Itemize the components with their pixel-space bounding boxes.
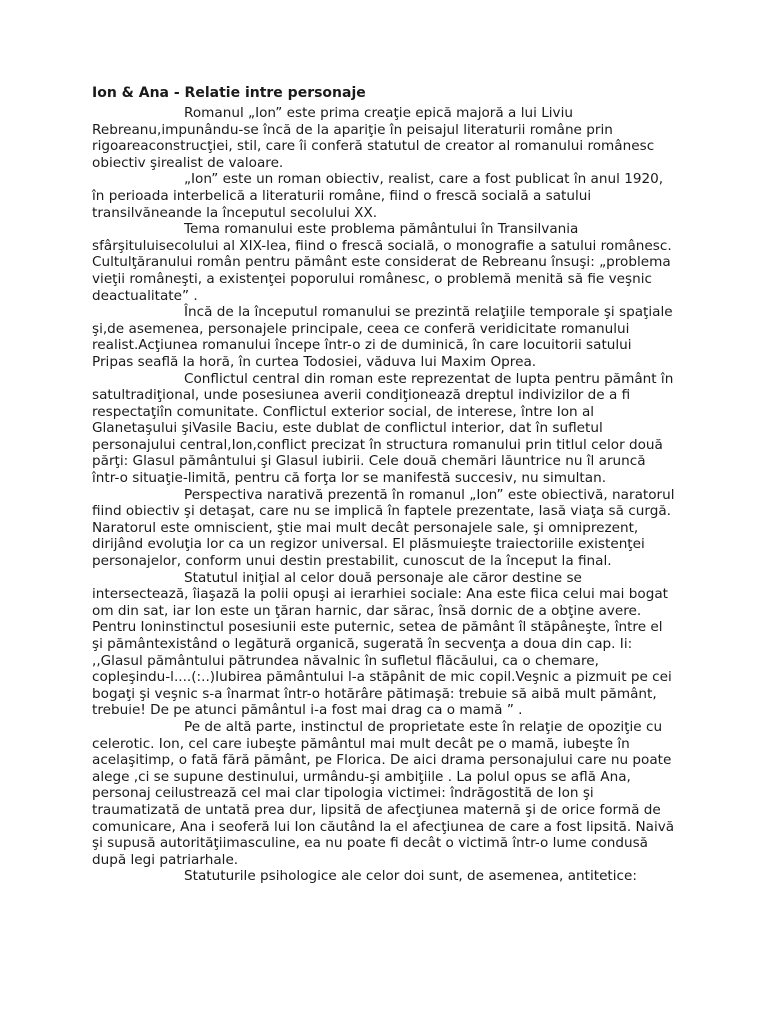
paragraph: Statuturile psihologice ale celor doi sunt, de asemenea, antitetice: <box>184 868 637 885</box>
paragraph: Romanul „Ion” este prima creaţie epică majoră a lui Liviu Rebreanu,impunându-se încă de la apariţie în peisajul literaturii române prin rigoareaconstrucţiei, stil, care îi conferă statutul de creator al romanului românesc obiectiv şirealist de valoare. <box>92 105 655 171</box>
paragraph: Tema romanului este problema pământului în Transilvania sfârşituluisecolului al XIX-lea, fiind o frescă socială, o monografie a satului românesc. Cultulţăranului român pentru pământ este considerat de Rebreanu însuşi: „problema vieţii româneşti, a existenţei poporului românesc, o problemă menită să fie veşnic deactualitate” . <box>92 221 672 304</box>
paragraph: Încă de la începutul romanului se prezintă relaţiile temporale şi spaţiale şi,de asemenea, personajele principale, ceea ce conferă veridicitate romanului realist.Acţiunea romanului începe într-o zi de duminică, în care locuitorii satului Pripas seaflă la horă, în curtea Todosiei, văduva lui Maxim Oprea. <box>92 304 673 370</box>
paragraph: Perspectiva narativă prezentă în romanul „Ion” este obiectivă, naratorul fiind obiectiv şi detaşat, care nu se implică în faptele prezentate, lasă viaţa să curgă. Naratorul este omniscient, ştie mai mult decât personajele sale, şi omnіprezent, dirijând evoluţia lor ca un regizor universal. El plăsmuieşte traiectoriile existenţei personajelor, conform unui destin prestabilit, cunoscut de la început la final. <box>92 486 675 570</box>
paragraph: Conflictul central din roman este reprezentat de lupta pentru pământ în satultradiţional, unde posesiunea averii condiţionează dreptul indivizilor de a fi respectaţiîn comunitate. Conflictul exterior social, de interese, între Ion al Glanetaşului şiVasile Baciu, este dublat de conflictul interior, dat în sufletul personajului central,Ion,conflict precizat în structura romanului prin titlul celor două părţi: Glasul pământului şi Glasul iubirii. Cele două chemări lăuntrice nu îl aruncă într-o situaţie-limită, pentru că forţa lor se manifestă succesiv, nu simultan. <box>92 370 674 487</box>
paragraph: Pe de altă parte, instinctul de proprietate este în relaţie de opoziţie cu celerotic. Ion, cel care iubeşte pământul mai mult decât pe o mamă, iubeşte în acelaşitimp, o fată fără pământ, pe Florica. De aici drama personajului care nu poate alege ,ci se supune destinului, urmându-şi ambiţiile . La polul opus se află Ana, personaj ceilustrează cel mai clar tipologia victimei: îndrăgostită de Ion şi traumatizată de untată prea dur, lipsită de afecţiunea maternă şi de orice formă de comunicare, Ana i seoferă lui Ion căutând la el afecţiunea de care a fost lipsită. Naivă şi supusă autorităţiimasculine, ea nu poate fi decât o victimă într-o lume condusă după legi patriarhale. <box>92 718 675 868</box>
document-title: Ion & Ana - Relatie intre personaje <box>92 85 366 101</box>
paragraph: Statutul iniţial al celor două personaje ale căror destine se intersectează, îiaşază la polii opuşi ai ierarhiei sociale: Ana este fiica celui mai bogat om din sat, iar Ion este un ţăran harnic, dar sărac, însă dornic de a obţine avere. Pentru Ioninstinctul posesiunii este puternic, setea de pământ îl stăpâneşte, între el şi pământexistând o legătură organică, sugerată în secvenţa a doua din cap. Ii: ,,Glasul pământului pătrundea năvalnic în sufletul flăcăului, ca o chemare, copleşindu-l....(:..)Iubirea pământului l-a stăpânit de mic copil.Veşnic a pizmuit pe cei bogaţi şi veşnic s-a înarmat într-o hotărâre pătimaşă: trebuie să aibă mult pământ, trebuie! De pe atunci pământul i-a fost mai drag ca o mamă ” . <box>92 569 672 719</box>
paragraph: „Ion” este un roman obiectiv, realist, care a fost publicat în anul 1920, în perioada interbelică a literaturii române, fiind o frescă socială a satului transilvăneande la începutul secolului XX. <box>92 171 664 221</box>
